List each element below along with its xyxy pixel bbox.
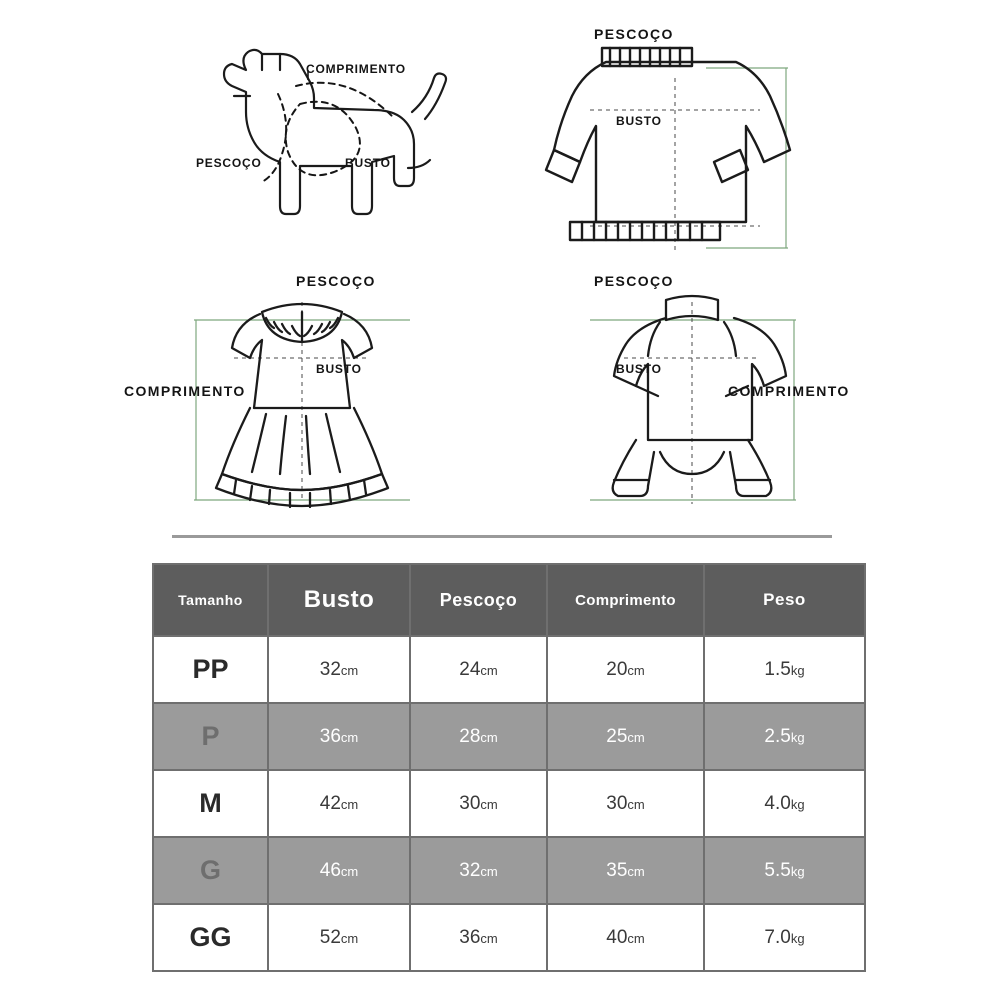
table-row [153, 770, 865, 837]
dog-illustration [150, 20, 490, 260]
cell-comprimento: 35cm [547, 837, 704, 904]
cell-size: GG [153, 904, 268, 971]
cell-size: P [153, 703, 268, 770]
cell-pescoco: 32cm [410, 837, 547, 904]
cell-pescoco: 30cm [410, 770, 547, 837]
dog-label-busto: BUSTO [345, 156, 391, 170]
header-comprimento: Comprimento [547, 564, 704, 636]
cell-size: M [153, 770, 268, 837]
header-peso: Peso [704, 564, 865, 636]
cell-pescoco: 36cm [410, 904, 547, 971]
cell-peso: 1.5kg [704, 636, 865, 703]
jumpsuit-measurement-diagram [500, 262, 900, 522]
jumpsuit-label-pescoco: PESCOÇO [594, 273, 674, 289]
header-busto: Busto [268, 564, 410, 636]
header-pescoco: Pescoço [410, 564, 547, 636]
jumpsuit-label-busto: BUSTO [616, 362, 662, 376]
dress-label-busto: BUSTO [316, 362, 362, 376]
table-row [153, 837, 865, 904]
cell-size: PP [153, 636, 268, 703]
cell-busto: 46cm [268, 837, 410, 904]
table-row [153, 904, 865, 971]
dog-label-comprimento: COMPRIMENTO [306, 62, 406, 76]
cell-pescoco: 28cm [410, 703, 547, 770]
cell-peso: 2.5kg [704, 703, 865, 770]
cell-comprimento: 30cm [547, 770, 704, 837]
table-row [153, 636, 865, 703]
table-header-row [153, 564, 865, 636]
cell-comprimento: 25cm [547, 703, 704, 770]
cell-busto: 36cm [268, 703, 410, 770]
sweater-illustration [510, 18, 850, 268]
size-table [152, 563, 864, 972]
table-row [153, 703, 865, 770]
cell-pescoco: 24cm [410, 636, 547, 703]
cell-size: G [153, 837, 268, 904]
sweater-measurement-diagram [510, 18, 850, 268]
sweater-label-busto: BUSTO [616, 114, 662, 128]
header-tamanho: Tamanho [153, 564, 268, 636]
dress-label-comprimento: COMPRIMENTO [124, 383, 246, 399]
cell-busto: 42cm [268, 770, 410, 837]
dress-measurement-diagram [110, 262, 500, 522]
cell-comprimento: 40cm [547, 904, 704, 971]
jumpsuit-label-comprimento: COMPRIMENTO [728, 383, 850, 399]
section-divider [172, 535, 832, 538]
cell-peso: 5.5kg [704, 837, 865, 904]
cell-busto: 32cm [268, 636, 410, 703]
dog-measurement-diagram [150, 20, 490, 260]
dress-label-pescoco: PESCOÇO [296, 273, 376, 289]
table-body [153, 636, 865, 971]
cell-peso: 4.0kg [704, 770, 865, 837]
cell-peso: 7.0kg [704, 904, 865, 971]
sweater-label-pescoco: PESCOÇO [594, 26, 674, 42]
table-header [153, 564, 865, 636]
cell-comprimento: 20cm [547, 636, 704, 703]
dog-label-pescoco: PESCOÇO [196, 156, 262, 170]
size-table-element [152, 563, 866, 972]
cell-busto: 52cm [268, 904, 410, 971]
